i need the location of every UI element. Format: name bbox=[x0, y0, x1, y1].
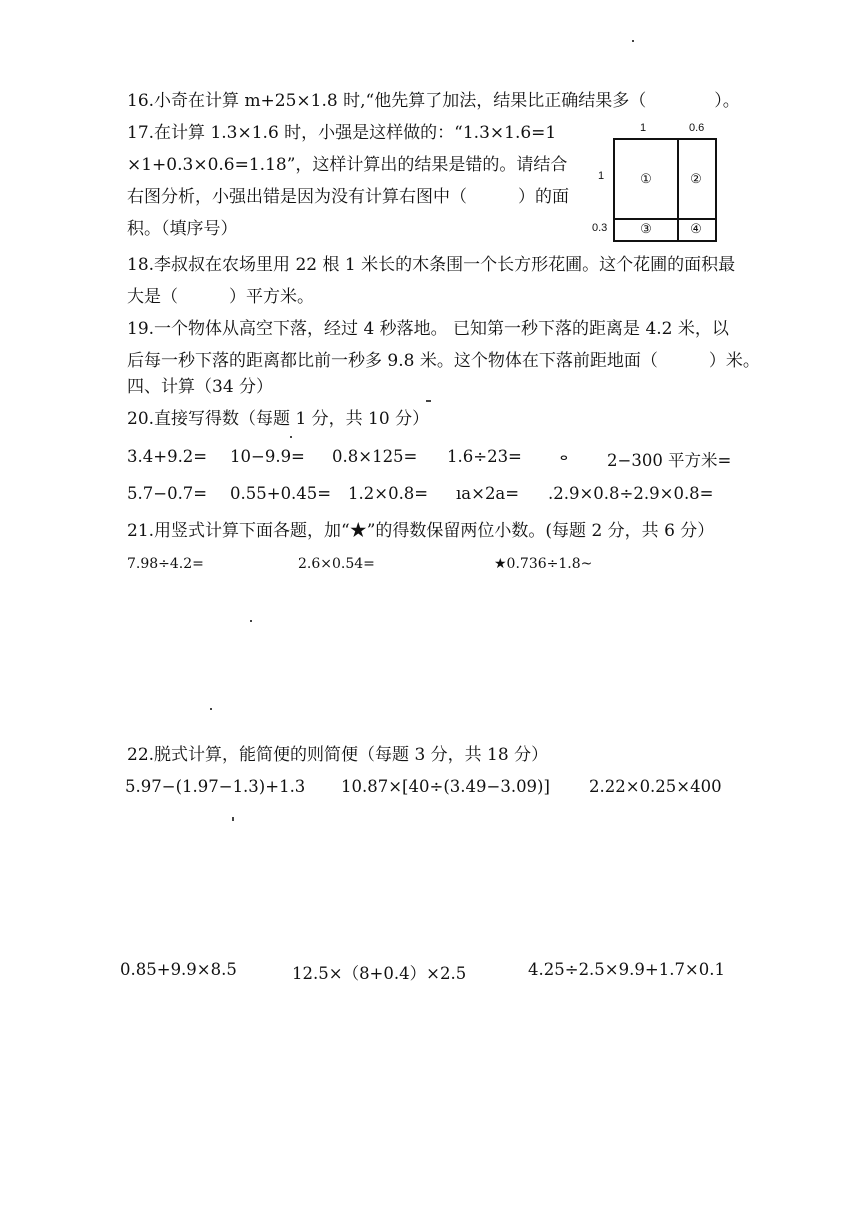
scan-speck bbox=[632, 40, 634, 42]
q20-r2-item: 0.55+0.45= bbox=[230, 484, 332, 503]
question-17-line-1: 17.在计算 1.3×1.6 时，小强是这样做的：“1.3×1.6=1 bbox=[127, 123, 557, 143]
q22-r2-item: 0.85+9.9×8.5 bbox=[120, 960, 237, 979]
top-label-right: 0.6 bbox=[689, 122, 705, 134]
q20-r1-item: 2−300 平方米= bbox=[607, 451, 732, 470]
cell-3: ③ bbox=[640, 221, 652, 237]
scan-speck bbox=[290, 436, 292, 438]
question-19-line-1: 19.一个物体从高空下落，经过 4 秒落地。 已知第一秒下落的距离是 4.2 米，以 bbox=[127, 319, 729, 339]
scan-speck bbox=[210, 708, 212, 710]
q20-r1-item: 3.4+9.2= bbox=[127, 447, 208, 466]
q20-r1-item: 1.6÷23= bbox=[447, 447, 522, 466]
q20-r2-item: 5.7−0.7= bbox=[127, 484, 208, 503]
q20-r2-item: ıa×2a= bbox=[456, 484, 520, 503]
side-label-bottom: 0.3 bbox=[592, 222, 608, 234]
q22-r2-item: 12.5×（8+0.4）×2.5 bbox=[292, 964, 467, 983]
question-22-title: 22.脱式计算，能简便的则简便（每题 3 分，共 18 分） bbox=[127, 745, 549, 765]
scan-speck bbox=[232, 817, 234, 821]
q20-r1-item: 0.8×125= bbox=[332, 447, 418, 466]
question-17-line-2: ×1+0.3×0.6=1.18”，这样计算出的结果是错的。请结合 bbox=[127, 155, 568, 175]
question-17-line-3: 右图分析，小强出错是因为没有计算右图中（ ）的面 bbox=[127, 187, 569, 207]
q22-r1-item: 10.87×[40÷(3.49−3.09)] bbox=[341, 777, 550, 796]
question-19-line-2: 后每一秒下落的距离都比前一秒多 9.8 米。这个物体在下落前距地面（ ）米。 bbox=[127, 351, 760, 371]
scan-speck bbox=[250, 620, 252, 622]
q20-r1-item-smudge: ⴰ bbox=[560, 449, 568, 463]
question-20-title: 20.直接写得数（每题 1 分，共 10 分） bbox=[127, 409, 430, 429]
side-label-top: 1 bbox=[598, 170, 605, 182]
top-label-left: 1 bbox=[640, 122, 647, 134]
scan-speck bbox=[426, 400, 431, 402]
q22-r1-item: 2.22×0.25×400 bbox=[589, 777, 722, 796]
cell-1: ① bbox=[640, 171, 652, 187]
cell-2: ② bbox=[690, 171, 702, 187]
q21-item: 2.6×0.54= bbox=[298, 556, 375, 572]
q20-r1-item: 10−9.9= bbox=[230, 447, 305, 466]
q22-r2-item: 4.25÷2.5×9.9+1.7×0.1 bbox=[528, 960, 726, 979]
question-16: 16.小奇在计算 m+25×1.8 时,“他先算了加法，结果比正确结果多（ ）。 bbox=[127, 91, 740, 111]
cell-4: ④ bbox=[690, 221, 702, 237]
question-17-line-4: 积。（填序号） bbox=[127, 219, 238, 239]
q20-r2-item: 1.2×0.8= bbox=[348, 484, 429, 503]
question-21-title: 21.用竖式计算下面各题，加“★”的得数保留两位小数。(每题 2 分，共 6 分） bbox=[127, 521, 715, 541]
q21-item: 7.98÷4.2= bbox=[127, 556, 204, 572]
q21-item: ★0.736÷1.8~ bbox=[494, 556, 593, 572]
q22-r1-item: 5.97−(1.97−1.3)+1.3 bbox=[125, 777, 306, 796]
question-18-line-2: 大是（ ）平方米。 bbox=[127, 287, 314, 307]
question-18-line-1: 18.李叔叔在农场里用 22 根 1 米长的木条围一个长方形花圃。这个花圃的面积最 bbox=[127, 255, 736, 275]
section-4-title: 四、计算（34 分） bbox=[127, 377, 274, 397]
q20-r2-item: .2.9×0.8÷2.9×0.8= bbox=[548, 484, 714, 503]
area-diagram bbox=[592, 118, 732, 244]
